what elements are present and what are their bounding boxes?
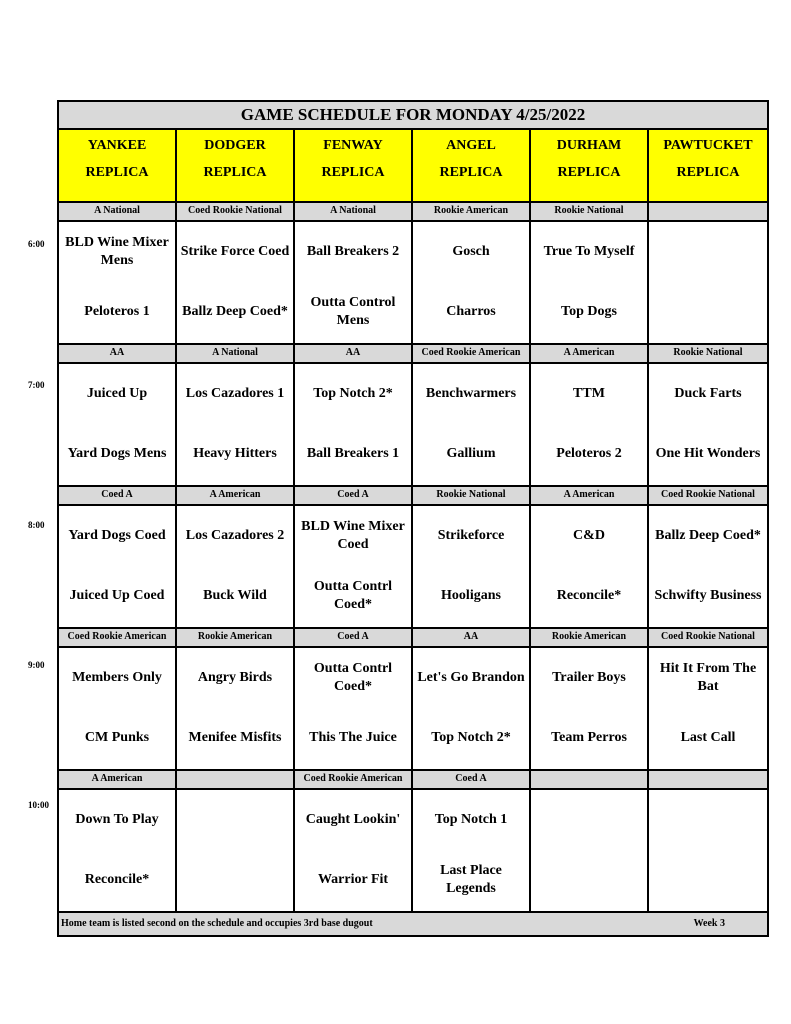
home-team: Warrior Fit [317,872,389,887]
game-cell [649,222,767,343]
field-sub: REPLICA [85,165,149,180]
division-row [59,487,767,506]
home-team: Peloteros 1 [84,304,150,319]
time-label: 7:00 [28,380,45,390]
away-team: Yard Dogs Coed [68,528,166,543]
home-team: Charros [446,304,496,319]
home-team: Ballz Deep Coed* [182,304,288,319]
field-name: ANGEL [446,138,496,153]
game-cell [295,364,413,485]
away-team: Gosch [452,244,490,259]
home-team: Gallium [446,446,496,461]
game-cell [531,222,649,343]
away-team: True To Myself [543,244,635,259]
home-team [649,850,767,910]
division-label: Rookie American [177,629,295,646]
away-team: BLD Wine Mixer Coed [301,519,405,552]
game-cell [59,364,177,485]
field-name: PAWTUCKET [663,138,753,153]
division-row [59,771,767,790]
home-team: This The Juice [309,730,397,745]
away-team: Duck Farts [674,386,742,401]
away-team: Hit It From The Bat [659,661,757,694]
game-cell [177,790,295,911]
division-label: Coed Rookie National [649,487,767,504]
home-team [531,850,647,910]
field-header-row [59,130,767,203]
away-team: Los Cazadores 2 [185,528,285,543]
division-label: A National [295,203,413,220]
division-row [59,629,767,648]
field-header [295,130,413,201]
away-team: C&D [573,528,605,543]
games-row [59,648,767,771]
division-label: Coed Rookie National [649,629,767,646]
field-header [649,130,767,201]
home-team: Team Perros [551,730,627,745]
game-cell [649,506,767,627]
games-row [59,364,767,487]
field-sub: REPLICA [203,165,267,180]
game-cell [59,648,177,769]
division-row [59,345,767,364]
home-team: Last Place Legends [440,863,502,896]
field-header [59,130,177,201]
away-team: Trailer Boys [552,670,626,685]
game-cell [531,648,649,769]
game-cell [649,364,767,485]
away-team: Top Notch 2* [313,386,393,401]
game-cell [413,506,531,627]
division-label: Rookie National [413,487,531,504]
schedule-title: GAME SCHEDULE FOR MONDAY 4/25/2022 [59,102,767,130]
field-header [177,130,295,201]
away-team: Ball Breakers 2 [306,244,400,259]
field-header [413,130,531,201]
division-label: Coed A [295,629,413,646]
home-team: One Hit Wonders [655,446,761,461]
home-team [649,282,767,342]
division-row [59,203,767,222]
home-team: Juiced Up Coed [69,588,165,603]
away-team [649,222,767,282]
away-team: Down To Play [75,812,159,827]
division-label: A National [177,345,295,362]
home-team: Menifee Misfits [188,730,282,745]
game-cell [531,364,649,485]
schedule-table [57,100,769,937]
field-sub: REPLICA [676,165,740,180]
away-team: Strike Force Coed [180,244,290,259]
game-cell [531,790,649,911]
game-cell [177,364,295,485]
division-label: AA [59,345,177,362]
time-label: 8:00 [28,520,45,530]
home-team: Top Dogs [561,304,617,319]
away-team: Caught Lookin' [305,812,401,827]
game-cell [295,790,413,911]
field-sub: REPLICA [439,165,503,180]
away-team [177,790,293,850]
home-team: Last Call [680,730,736,745]
game-cell [177,506,295,627]
game-cell [295,648,413,769]
division-label [177,771,295,788]
time-slots [59,203,767,913]
home-team: Schwifty Business [654,588,762,603]
game-cell [531,506,649,627]
game-cell [413,222,531,343]
field-name: FENWAY [323,138,383,153]
home-team: Yard Dogs Mens [67,446,167,461]
footer-bar [59,913,767,935]
division-label [531,771,649,788]
field-sub: REPLICA [557,165,621,180]
away-team: Members Only [72,670,162,685]
away-team: Juiced Up [86,386,148,401]
division-label: Coed Rookie American [413,345,531,362]
game-cell [295,222,413,343]
home-team: Peloteros 2 [556,446,622,461]
game-cell [59,222,177,343]
division-label: A American [59,771,177,788]
field-sub: REPLICA [321,165,385,180]
footer-note: Home team is listed second on the schedule and occupies 3rd base dugout [61,918,373,929]
away-team [531,790,647,850]
home-team: Outta Control Mens [310,295,396,328]
division-label: Coed A [59,487,177,504]
away-team: Strikeforce [437,528,505,543]
field-name: DODGER [204,138,266,153]
game-cell [413,790,531,911]
away-team: Top Notch 1 [434,812,508,827]
game-cell [649,648,767,769]
away-team: TTM [573,386,605,401]
home-team: Top Notch 2* [431,730,511,745]
division-label: Coed Rookie National [177,203,295,220]
home-team: Reconcile* [556,588,622,603]
division-label: Coed Rookie American [59,629,177,646]
away-team: Los Cazadores 1 [185,386,285,401]
home-team: Ball Breakers 1 [306,446,400,461]
time-label: 10:00 [28,800,49,810]
field-name: DURHAM [556,138,622,153]
games-row [59,222,767,345]
game-cell [59,790,177,911]
games-row [59,506,767,629]
away-team: Ballz Deep Coed* [655,528,761,543]
division-label: Coed A [413,771,531,788]
home-team: Outta Contrl Coed* [313,579,393,612]
division-label: A American [177,487,295,504]
game-cell [177,648,295,769]
field-header [531,130,649,201]
division-label: Rookie National [649,345,767,362]
division-label: AA [413,629,531,646]
division-label: Coed Rookie American [295,771,413,788]
game-cell [649,790,767,911]
away-team: Let's Go Brandon [417,670,525,685]
away-team: BLD Wine Mixer Mens [65,235,169,268]
away-team: Angry Birds [197,670,273,685]
time-label: 9:00 [28,660,45,670]
away-team: Outta Contrl Coed* [313,661,393,694]
game-cell [413,364,531,485]
field-name: YANKEE [87,138,147,153]
division-label: A National [59,203,177,220]
home-team: Heavy Hitters [193,446,277,461]
week-label: Week 3 [693,918,725,929]
division-label: Rookie American [531,629,649,646]
game-cell [177,222,295,343]
time-label: 6:00 [28,239,45,249]
division-label [649,203,767,220]
home-team: CM Punks [84,730,150,745]
game-cell [413,648,531,769]
home-team: Buck Wild [203,588,267,603]
division-label: Rookie American [413,203,531,220]
away-team: Benchwarmers [425,386,517,401]
game-cell [59,506,177,627]
home-team: Hooligans [441,588,501,603]
division-label: Coed A [295,487,413,504]
division-label: Rookie National [531,203,649,220]
home-team: Reconcile* [84,872,150,887]
game-cell [295,506,413,627]
division-label [649,771,767,788]
home-team [177,850,293,910]
division-label: A American [531,345,649,362]
games-row [59,790,767,913]
division-label: A American [531,487,649,504]
division-label: AA [295,345,413,362]
away-team [649,790,767,850]
